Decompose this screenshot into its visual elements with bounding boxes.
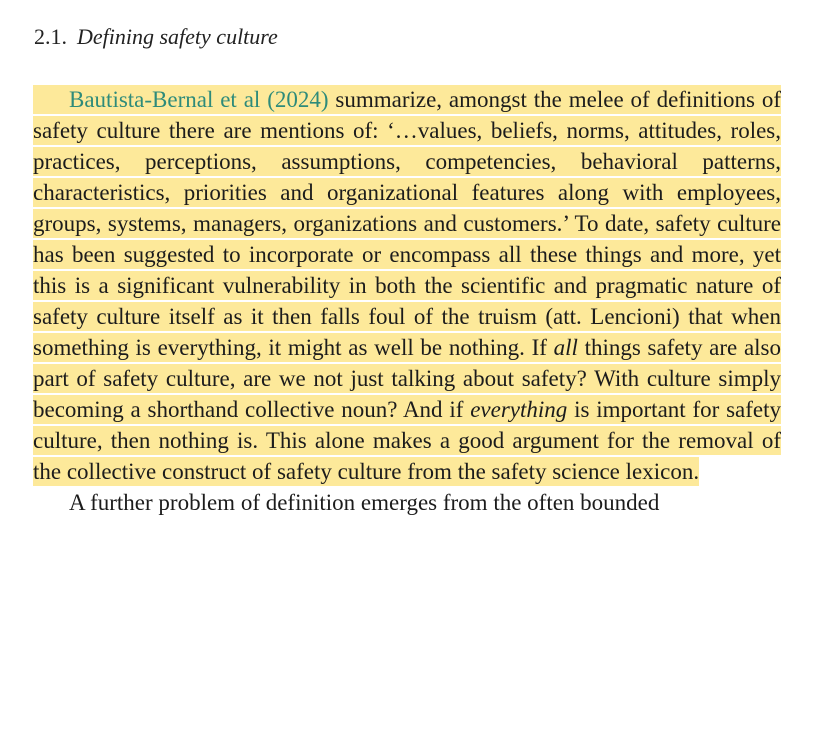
paragraph-highlighted [33,84,781,487]
paragraph-text-part3: is important for safety culture, then nothing is. This alone makes a good argument for the removal of the collective construct of safety culture from the safety science lexicon. [33,397,781,484]
body-text-region [33,84,781,564]
emphasis-all: all [553,335,578,360]
section-title: Defining safety culture [77,24,278,49]
citation-link[interactable]: Bautista-Bernal et al (2024) [69,87,329,112]
paragraph-text-part2: things safety are also part of safety culture, are we not just talking about safety? With culture simply becoming a shorthand collective noun? And if [33,335,781,422]
paragraph-text-part1: summarize, amongst the melee of definitions of safety culture there are mentions of: ‘…values, beliefs, norms, attitudes, roles, practices, perceptions, assumptions, competencies, behavioral patterns, characteristics, priorities and organizational features along with employees, groups, systems, managers, organizations and customers.’ To date, safety culture has been suggested to incorporate or encompass all these things and more, yet this is a significant vulnerability in both the scientific and pragmatic nature of safety culture itself as it then falls foul of the truism (att. Lencioni) that when something is everything, it might as well be nothing. If [33,87,781,360]
section-heading [34,22,278,52]
emphasis-everything: everything [470,397,568,422]
section-number: 2.1. [34,24,67,49]
paragraph-next [33,487,781,518]
text-highlight [33,85,781,486]
paragraph2-text: A further problem of definition emerges from the often bounded [69,490,660,515]
